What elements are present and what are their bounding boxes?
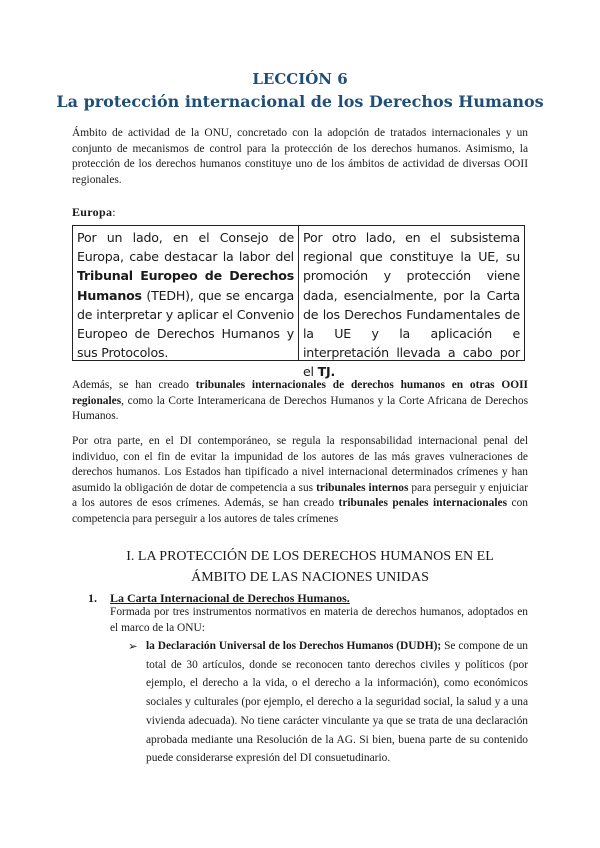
council-text-end: (TEDH), que se encarga de interpretar y aplicar el Convenio Europeo de Derechos Humanos y sus Protocolos. xyxy=(77,287,294,361)
section-heading: I. LA PROTECCIÓN DE LOS DERECHOS HUMANOS EN EL ÁMBITO DE LAS NACIONES UNIDAS xyxy=(126,549,494,585)
council-text: Por un lado, en el Consejo de Europa, cabe destacar la labor del xyxy=(77,230,294,265)
europa-table xyxy=(72,225,525,380)
subsection-title: La Carta Internacional de Derechos Humanos. xyxy=(110,591,350,605)
tribunales-bold: tribunales internacionales de derechos humanos en otras OOII regionales xyxy=(72,379,528,407)
europa-label: Europa xyxy=(72,205,113,219)
bullet-arrow-icon: ➢ xyxy=(128,641,138,653)
subsection-paragraph: Formada por tres instrumentos normativos en materia de derechos humanos, adoptados en el marco de la ONU: xyxy=(110,606,528,634)
penal-text-1: Por otra parte, en el DI contemporáneo, se regula la responsabilidad internacional penal del individuo, con el fin de evitar la impunidad de los autores de las más graves vulneraciones de derechos humanos. Los Estados han tipificado a nivel internacional determinados crímenes y han asumido la obligación de dotar de competencia a sus xyxy=(72,435,528,494)
tribunales-paragraph xyxy=(72,378,528,425)
europa-heading xyxy=(72,205,116,220)
tedh-name: Tribunal Europeo de Derechos Humanos xyxy=(77,268,294,303)
subsection-number: 1. xyxy=(88,591,97,605)
europa-cell-ue xyxy=(299,226,524,380)
dudh-title: la Declaración Universal de los Derechos Humanos (DUDH); xyxy=(146,640,442,652)
tribunales-penales: tribunales penales internacionales xyxy=(338,497,508,510)
dudh-paragraph xyxy=(146,637,528,768)
europa-colon: : xyxy=(112,205,116,219)
tj-name: TJ. xyxy=(317,364,336,380)
lesson-title: La protección internacional de los Derechos Humanos xyxy=(56,92,544,111)
europa-cell-council xyxy=(73,226,299,360)
ue-text: Por otro lado, en el subsistema regional que constituye la UE, su promoción y protección viene dada, esencialmente, por la Carta de los Derechos Fundamentales de la UE y la aplicación e interpretación llevada a cabo por el xyxy=(303,230,520,380)
penal-paragraph xyxy=(72,434,528,528)
intro-paragraph: Ámbito de actividad de la ONU, concretado con la adopción de tratados internacionales y un conjunto de mecanismos de control para la protección de los derechos humanos. Asimismo, la protección de los derechos humanos constituye uno de los ámbitos de actividad de diversas OOII regionales. xyxy=(72,127,528,186)
dudh-text: Se compone de un total de 30 artículos, donde se reconocen tanto derechos civiles y políticos (por ejemplo, el derecho a la vida, o el derecho a la información), como económicos sociales y culturales (por ejemplo, el derecho a la seguridad social, la salud y a una vivienda adecuada). No tiene carácter vinculante ya que se trata de una declaración aprobada mediante una Resolución de la AG. Si bien, buena parte de su contenido puede considerarse expresión del DI consuetudinario. xyxy=(146,640,528,765)
tribunales-text: Además, se han creado xyxy=(72,379,196,391)
tribunales-internos: tribunales internos xyxy=(316,481,409,494)
tribunales-text-end: , como la Corte Interamericana de Derechos Humanos y la Corte Africana de Derechos Humanos. xyxy=(72,394,528,423)
lesson-number: LECCIÓN 6 xyxy=(252,70,348,88)
penal-text-2: para perseguir y enjuiciar a los autores de esos crímenes. Además, se han creado xyxy=(72,481,528,510)
penal-text-3: con competencia para perseguir a los autores de tales crímenes xyxy=(72,497,528,525)
